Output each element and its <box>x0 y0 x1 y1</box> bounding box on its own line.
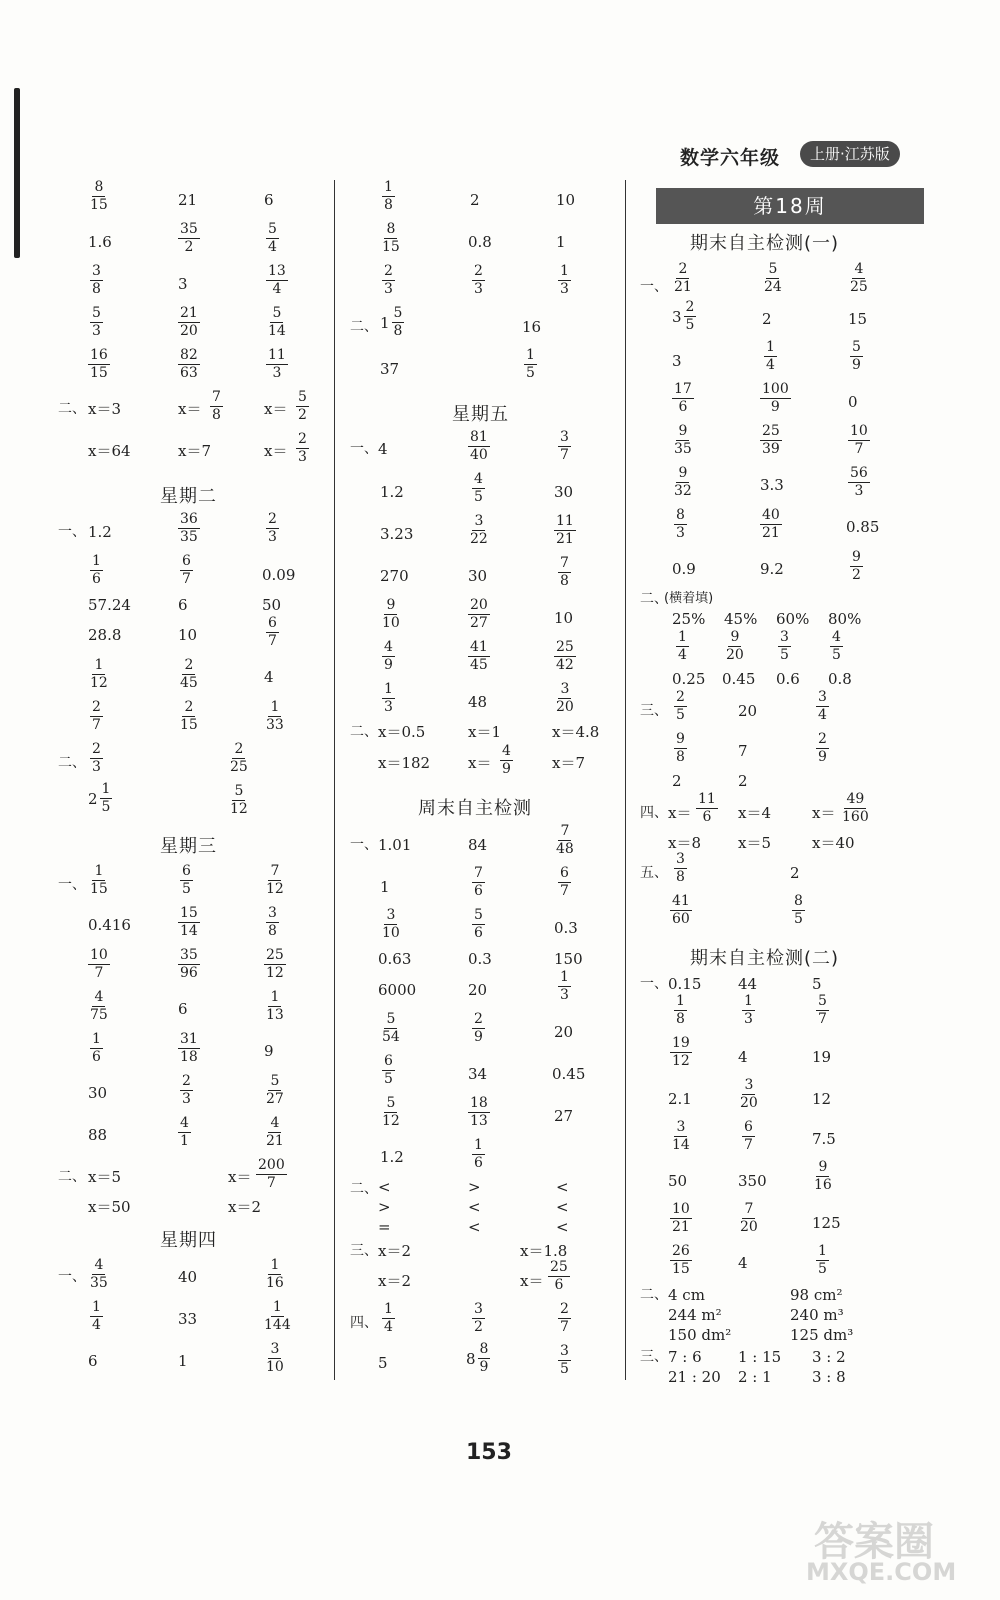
fraction: $\frac{5}{9}$ <box>852 339 861 374</box>
answer: x＝2 <box>228 1198 262 1216</box>
answer: 0.3 <box>554 919 578 937</box>
answer: 33 <box>178 1310 198 1328</box>
fraction: $\frac{3}{10}$ <box>382 907 400 942</box>
section-label: 二、 <box>350 1181 378 1197</box>
answer: 6000 <box>378 981 417 999</box>
fraction: $\frac{3}{10}$ <box>266 1341 284 1376</box>
fraction: $\frac{4}{5}$ <box>474 471 483 506</box>
fraction: $\frac{6}{7}$ <box>268 615 277 650</box>
fraction: $\frac{8}{15}$ <box>382 221 400 256</box>
fraction: $\frac{81}{40}$ <box>470 429 488 464</box>
answer: 150 <box>554 950 583 968</box>
fraction: $\frac{41}{45}$ <box>470 639 488 674</box>
answer: 2.1 <box>668 1090 692 1108</box>
fraction: $\frac{1}{3}$ <box>744 993 753 1028</box>
answer: 3.3 <box>760 476 784 494</box>
answer: 3 <box>672 352 682 370</box>
section-label: 二、 <box>640 1287 668 1303</box>
answer: x＝7 <box>178 442 212 460</box>
answer: x＝5 <box>738 834 772 852</box>
mixed-number: 1 $\frac{5}{8}$ <box>380 305 403 340</box>
answer: 2 <box>738 772 748 790</box>
answer: 25% <box>672 610 706 628</box>
answer: 98 cm² <box>790 1286 843 1304</box>
answer: x＝ <box>520 1272 544 1290</box>
answer: x＝ <box>228 1168 252 1186</box>
answer: x＝ <box>178 400 202 418</box>
scan-mark <box>14 88 20 258</box>
fraction: $\frac{25}{12}$ <box>266 947 284 982</box>
fraction: $\frac{19}{12}$ <box>672 1035 690 1070</box>
fraction: $\frac{7}{8}$ <box>560 555 569 590</box>
section-label: 二、 <box>58 401 86 417</box>
answer: 0.25 <box>672 670 706 688</box>
answer: x＝1.8 <box>520 1242 568 1260</box>
fraction: $\frac{5}{7}$ <box>818 993 827 1028</box>
answer: 4 <box>378 440 388 458</box>
fraction: $\frac{20}{27}$ <box>470 597 488 632</box>
answer: 60% <box>776 610 810 628</box>
fraction: $\frac{2}{3}$ <box>268 511 277 546</box>
answer: 0 <box>848 393 858 411</box>
fraction: $\frac{9}{20}$ <box>726 629 744 664</box>
answer: 0.8 <box>468 233 492 251</box>
fraction: $\frac{3}{8}$ <box>92 263 101 298</box>
title-tuesday: 星期二 <box>160 486 217 507</box>
answer: 1.2 <box>380 483 404 501</box>
fraction: $\frac{25}{39}$ <box>762 423 780 458</box>
week-banner: 第18周 <box>656 188 924 224</box>
fraction: $\frac{1}{16}$ <box>266 1257 284 1292</box>
answer: 0.15 <box>668 975 702 993</box>
title-wednesday: 星期三 <box>160 836 217 857</box>
fraction: $\frac{100}{9}$ <box>762 381 789 416</box>
fraction: $\frac{2}{45}$ <box>180 657 198 692</box>
fraction: $\frac{36}{35}$ <box>180 511 198 546</box>
answer: 50 <box>668 1172 688 1190</box>
fraction: $\frac{4}{25}$ <box>850 261 868 296</box>
note-hengzhe: (横着填) <box>664 591 714 606</box>
fraction: $\frac{41}{60}$ <box>672 893 690 928</box>
answer: x＝4 <box>738 804 772 822</box>
answer: x＝ <box>264 442 288 460</box>
answer: 2 <box>790 864 800 882</box>
answer: 15 <box>848 310 868 328</box>
answer: 9 <box>264 1042 274 1060</box>
fraction: $\frac{5}{6}$ <box>474 907 483 942</box>
section-label: 五、 <box>640 865 668 881</box>
fraction: $\frac{1}{33}$ <box>266 699 284 734</box>
answer: 1.2 <box>380 1148 404 1166</box>
fraction: $\frac{5}{12}$ <box>382 1095 400 1130</box>
symbol: < <box>556 1178 569 1196</box>
fraction: $\frac{3}{14}$ <box>672 1119 690 1154</box>
fraction: $\frac{1}{4}$ <box>766 339 775 374</box>
answer: 4 <box>264 668 274 686</box>
fraction: $\frac{4}{75}$ <box>90 989 108 1024</box>
fraction: $\frac{10}{7}$ <box>850 423 868 458</box>
answer: 4 <box>738 1048 748 1066</box>
answer: 20 <box>468 981 488 999</box>
answer: 30 <box>88 1084 108 1102</box>
title-final-test-1: 期末自主检测(一) <box>690 233 840 254</box>
title-final-test-2: 期末自主检测(二) <box>690 948 840 969</box>
answer: 4 <box>738 1254 748 1272</box>
answer: 30 <box>468 567 488 585</box>
answer: 48 <box>468 693 488 711</box>
watermark-url: MXQE.COM <box>806 1558 957 1586</box>
answer: x＝ <box>668 804 692 822</box>
answer: 1.01 <box>378 836 412 854</box>
column-divider-1 <box>334 180 335 1380</box>
section-label: 一、 <box>58 1269 86 1285</box>
answer: 50 <box>262 596 282 614</box>
fraction: $\frac{2}{15}$ <box>180 699 198 734</box>
fraction: $\frac{11}{3}$ <box>268 347 286 382</box>
answer: 1 : 15 <box>738 1348 782 1366</box>
answer: 6 <box>88 1352 98 1370</box>
answer: 21 <box>178 191 198 209</box>
fraction: $\frac{35}{96}$ <box>180 947 198 982</box>
fraction: $\frac{31}{18}$ <box>180 1031 198 1066</box>
fraction: $\frac{1}{3}$ <box>560 969 569 1004</box>
answer: 9.2 <box>760 560 784 578</box>
answer: x＝7 <box>552 754 586 772</box>
answer: 5 <box>378 1354 388 1372</box>
fraction: $\frac{82}{63}$ <box>180 347 198 382</box>
fraction: $\frac{2}{7}$ <box>92 699 101 734</box>
page-number: 153 <box>466 1440 512 1465</box>
answer: 0.6 <box>776 670 800 688</box>
fraction: $\frac{1}{5}$ <box>818 1243 827 1278</box>
section-label: 四、 <box>350 1315 378 1331</box>
mixed-number: 8 $\frac{8}{9}$ <box>466 1341 489 1376</box>
fraction: $\frac{2}{9}$ <box>474 1011 483 1046</box>
fraction: $\frac{200}{7}$ <box>258 1157 285 1192</box>
answer: x＝50 <box>88 1198 131 1216</box>
fraction: $\frac{3}{20}$ <box>556 681 574 716</box>
symbol: < <box>468 1198 481 1216</box>
answer: x＝8 <box>668 834 702 852</box>
fraction: $\frac{2}{21}$ <box>674 261 692 296</box>
symbol: < <box>378 1178 391 1196</box>
answer: 44 <box>738 975 758 993</box>
answer: 27 <box>554 1107 574 1125</box>
fraction: $\frac{2}{3}$ <box>384 263 393 298</box>
answer: 1 <box>178 1352 188 1370</box>
section-label: 一、 <box>640 279 668 295</box>
answer: 30 <box>554 483 574 501</box>
fraction: $\frac{1}{8}$ <box>384 179 393 214</box>
answer: 88 <box>88 1126 108 1144</box>
answer: x＝3 <box>88 400 122 418</box>
watermark-logo: 答案圈 <box>814 1519 934 1565</box>
fraction: $\frac{3}{8}$ <box>268 905 277 940</box>
answer: 10 <box>178 626 198 644</box>
answer: 57.24 <box>88 596 131 614</box>
fraction: $\frac{9}{35}$ <box>674 423 692 458</box>
fraction: $\frac{4}{9}$ <box>384 639 393 674</box>
fraction: $\frac{10}{7}$ <box>90 947 108 982</box>
answer: 10 <box>554 609 574 627</box>
fraction: $\frac{1}{8}$ <box>676 993 685 1028</box>
fraction: $\frac{1}{3}$ <box>560 263 569 298</box>
fraction: $\frac{4}{5}$ <box>832 629 841 664</box>
section-label: 二、 <box>58 1169 86 1185</box>
fraction: $\frac{25}{42}$ <box>556 639 574 674</box>
symbol: < <box>556 1218 569 1236</box>
answer: 1 <box>556 233 566 251</box>
fraction: $\frac{7}{12}$ <box>266 863 284 898</box>
answer: 0.45 <box>722 670 756 688</box>
fraction: $\frac{21}{20}$ <box>180 305 198 340</box>
fraction: $\frac{9}{10}$ <box>382 597 400 632</box>
fraction: $\frac{3}{20}$ <box>740 1077 758 1112</box>
section-label: 一、 <box>350 837 378 853</box>
fraction: $\frac{11}{21}$ <box>556 513 574 548</box>
answer: 20 <box>738 702 758 720</box>
section-label: 二、 <box>640 591 668 607</box>
fraction: $\frac{4}{21}$ <box>266 1115 284 1150</box>
fraction: $\frac{3}{7}$ <box>560 429 569 464</box>
answer: x＝182 <box>378 754 431 772</box>
answer: x＝40 <box>812 834 855 852</box>
answer: x＝2 <box>378 1272 412 1290</box>
fraction: $\frac{5}{14}$ <box>268 305 286 340</box>
answer: 6 <box>264 191 274 209</box>
answer: x＝0.5 <box>378 723 426 741</box>
fraction: $\frac{5}{12}$ <box>230 783 248 818</box>
fraction: $\frac{5}{27}$ <box>266 1073 284 1108</box>
fraction: $\frac{5}{4}$ <box>268 221 277 256</box>
fraction: $\frac{8}{3}$ <box>676 507 685 542</box>
answer: 0.3 <box>468 950 492 968</box>
fraction: $\frac{1}{144}$ <box>264 1299 291 1334</box>
fraction: $\frac{9}{16}$ <box>814 1159 832 1194</box>
answer: 150 dm² <box>668 1326 732 1344</box>
fraction: $\frac{4}{1}$ <box>180 1115 189 1150</box>
fraction: $\frac{56}{3}$ <box>850 465 868 500</box>
answer: 7 : 6 <box>668 1348 702 1366</box>
fraction: $\frac{6}{5}$ <box>182 863 191 898</box>
column-divider-2 <box>625 180 626 1380</box>
fraction: $\frac{3}{2}$ <box>474 1301 483 1336</box>
section-label: 四、 <box>640 805 668 821</box>
answer: 0.09 <box>262 566 296 584</box>
fraction: $\frac{2}{5}$ <box>676 689 685 724</box>
fraction: $\frac{4}{9}$ <box>502 743 511 778</box>
title-weekend-test: 周末自主检测 <box>418 798 532 819</box>
fraction: $\frac{5}{2}$ <box>298 389 307 424</box>
header-title: 数学六年级 <box>680 147 781 169</box>
answer: 6 <box>178 596 188 614</box>
fraction: $\frac{1}{4}$ <box>678 629 687 664</box>
fraction: $\frac{6}{7}$ <box>182 553 191 588</box>
fraction: $\frac{3}{8}$ <box>676 851 685 886</box>
answer: 3 : 2 <box>812 1348 846 1366</box>
fraction: $\frac{17}{6}$ <box>674 381 692 416</box>
answer: 2 <box>672 772 682 790</box>
fraction: $\frac{15}{14}$ <box>180 905 198 940</box>
answer: 20 <box>554 1023 574 1041</box>
answer: 7 <box>738 742 748 760</box>
section-label: 二、 <box>350 724 378 740</box>
fraction: $\frac{1}{6}$ <box>474 1137 483 1172</box>
fraction: $\frac{2}{3}$ <box>182 1073 191 1108</box>
fraction: $\frac{2}{7}$ <box>560 1301 569 1336</box>
answer: 2 <box>762 310 772 328</box>
answer: x＝ <box>812 804 836 822</box>
answer: 28.8 <box>88 626 122 644</box>
fraction: $\frac{2}{3}$ <box>298 431 307 466</box>
answer: 125 dm³ <box>790 1326 854 1344</box>
fraction: $\frac{40}{21}$ <box>762 507 780 542</box>
section-label: 三、 <box>350 1243 378 1259</box>
section-label: 三、 <box>640 703 668 719</box>
fraction: $\frac{9}{32}$ <box>674 465 692 500</box>
fraction: $\frac{2}{25}$ <box>230 741 248 776</box>
answer: 21 : 20 <box>668 1368 721 1386</box>
answer: x＝2 <box>378 1242 412 1260</box>
answer: x＝5 <box>88 1168 122 1186</box>
answer: 1 <box>380 878 390 896</box>
answer: 0.8 <box>828 670 852 688</box>
answer: 10 <box>556 191 576 209</box>
fraction: $\frac{18}{13}$ <box>470 1095 488 1130</box>
fraction: $\frac{6}{5}$ <box>384 1053 393 1088</box>
section-label: 一、 <box>58 877 86 893</box>
fraction: $\frac{2}{3}$ <box>92 741 101 776</box>
answer: 12 <box>812 1090 832 1108</box>
answer: x＝4.8 <box>552 723 600 741</box>
fraction: $\frac{11}{6}$ <box>698 791 716 826</box>
fraction: $\frac{7}{8}$ <box>212 389 221 424</box>
fraction: $\frac{2}{3}$ <box>474 263 483 298</box>
fraction: $\frac{3}{5}$ <box>780 629 789 664</box>
title-thursday: 星期四 <box>160 1230 217 1251</box>
fraction: $\frac{7}{48}$ <box>556 823 574 858</box>
mixed-number: 3 $\frac{2}{5}$ <box>672 299 695 334</box>
fraction: $\frac{1}{4}$ <box>384 1301 393 1336</box>
answer: 4 cm <box>668 1286 705 1304</box>
title-friday: 星期五 <box>452 404 509 425</box>
answer: 6 <box>178 1000 188 1018</box>
answer: x＝ <box>264 400 288 418</box>
section-label: 二、 <box>350 319 378 335</box>
fraction: $\frac{3}{4}$ <box>818 689 827 724</box>
fraction: $\frac{3}{5}$ <box>560 1343 569 1378</box>
fraction: $\frac{5}{54}$ <box>382 1011 400 1046</box>
answer: x＝64 <box>88 442 131 460</box>
answer: 16 <box>522 318 542 336</box>
fraction: $\frac{1}{4}$ <box>92 1299 101 1334</box>
answer: 3 : 8 <box>812 1368 846 1386</box>
fraction: $\frac{2}{9}$ <box>818 731 827 766</box>
symbol: < <box>556 1198 569 1216</box>
fraction: $\frac{4}{35}$ <box>90 1257 108 1292</box>
fraction: $\frac{9}{8}$ <box>676 731 685 766</box>
symbol: = <box>378 1218 391 1236</box>
answer: 240 m³ <box>790 1306 844 1324</box>
fraction: $\frac{6}{7}$ <box>744 1119 753 1154</box>
fraction: $\frac{1}{15}$ <box>90 863 108 898</box>
answer: 125 <box>812 1214 841 1232</box>
answer: 244 m² <box>668 1306 722 1324</box>
fraction: $\frac{49}{160}$ <box>842 791 869 826</box>
answer: 3 <box>178 275 188 293</box>
fraction: $\frac{5}{3}$ <box>92 305 101 340</box>
answer: 0.416 <box>88 916 131 934</box>
answer: 350 <box>738 1172 767 1190</box>
answer: x＝ <box>468 754 492 772</box>
header-badge: 上册·江苏版 <box>800 141 900 167</box>
answer: 0.63 <box>378 950 412 968</box>
fraction: $\frac{1}{5}$ <box>526 347 535 382</box>
answer: 2 <box>470 191 480 209</box>
fraction: $\frac{1}{6}$ <box>92 553 101 588</box>
answer: 0.85 <box>846 518 880 536</box>
fraction: $\frac{16}{15}$ <box>90 347 108 382</box>
section-label: 二、 <box>58 755 86 771</box>
answer: 37 <box>380 360 400 378</box>
answer: 5 <box>812 975 822 993</box>
fraction: $\frac{3}{22}$ <box>470 513 488 548</box>
fraction: $\frac{35}{2}$ <box>180 221 198 256</box>
fraction: $\frac{1}{13}$ <box>266 989 284 1024</box>
answer: 2 : 1 <box>738 1368 772 1386</box>
fraction: $\frac{13}{4}$ <box>268 263 286 298</box>
fraction: $\frac{26}{15}$ <box>672 1243 690 1278</box>
section-label: 一、 <box>350 441 378 457</box>
answer: 45% <box>724 610 758 628</box>
fraction: $\frac{8}{15}$ <box>90 179 108 214</box>
fraction: $\frac{10}{21}$ <box>672 1201 690 1236</box>
answer: 1.2 <box>88 523 112 541</box>
answer: 84 <box>468 836 488 854</box>
fraction: $\frac{1}{6}$ <box>92 1031 101 1066</box>
section-label: 三、 <box>640 1349 668 1365</box>
symbol: > <box>378 1198 391 1216</box>
mixed-number: 2 $\frac{1}{5}$ <box>88 781 111 816</box>
answer: 0.45 <box>552 1065 586 1083</box>
symbol: < <box>468 1218 481 1236</box>
answer: 19 <box>812 1048 832 1066</box>
fraction: $\frac{7}{20}$ <box>740 1201 758 1236</box>
section-label: 一、 <box>640 976 668 992</box>
answer: 270 <box>380 567 409 585</box>
symbol: > <box>468 1178 481 1196</box>
fraction: $\frac{7}{6}$ <box>474 865 483 900</box>
fraction: $\frac{6}{7}$ <box>560 865 569 900</box>
answer: 1.6 <box>88 233 112 251</box>
fraction: $\frac{1}{3}$ <box>384 681 393 716</box>
fraction: $\frac{1}{12}$ <box>90 657 108 692</box>
fraction: $\frac{8}{5}$ <box>794 893 803 928</box>
answer: 34 <box>468 1065 488 1083</box>
fraction: $\frac{25}{6}$ <box>550 1259 568 1294</box>
answer: x＝1 <box>468 723 502 741</box>
answer: 0.9 <box>672 560 696 578</box>
answer: 7.5 <box>812 1130 836 1148</box>
answer: 80% <box>828 610 862 628</box>
answer: 40 <box>178 1268 198 1286</box>
section-label: 一、 <box>58 524 86 540</box>
answer: 3.23 <box>380 525 414 543</box>
fraction: $\frac{5}{24}$ <box>764 261 782 296</box>
fraction: $\frac{9}{2}$ <box>852 549 861 584</box>
